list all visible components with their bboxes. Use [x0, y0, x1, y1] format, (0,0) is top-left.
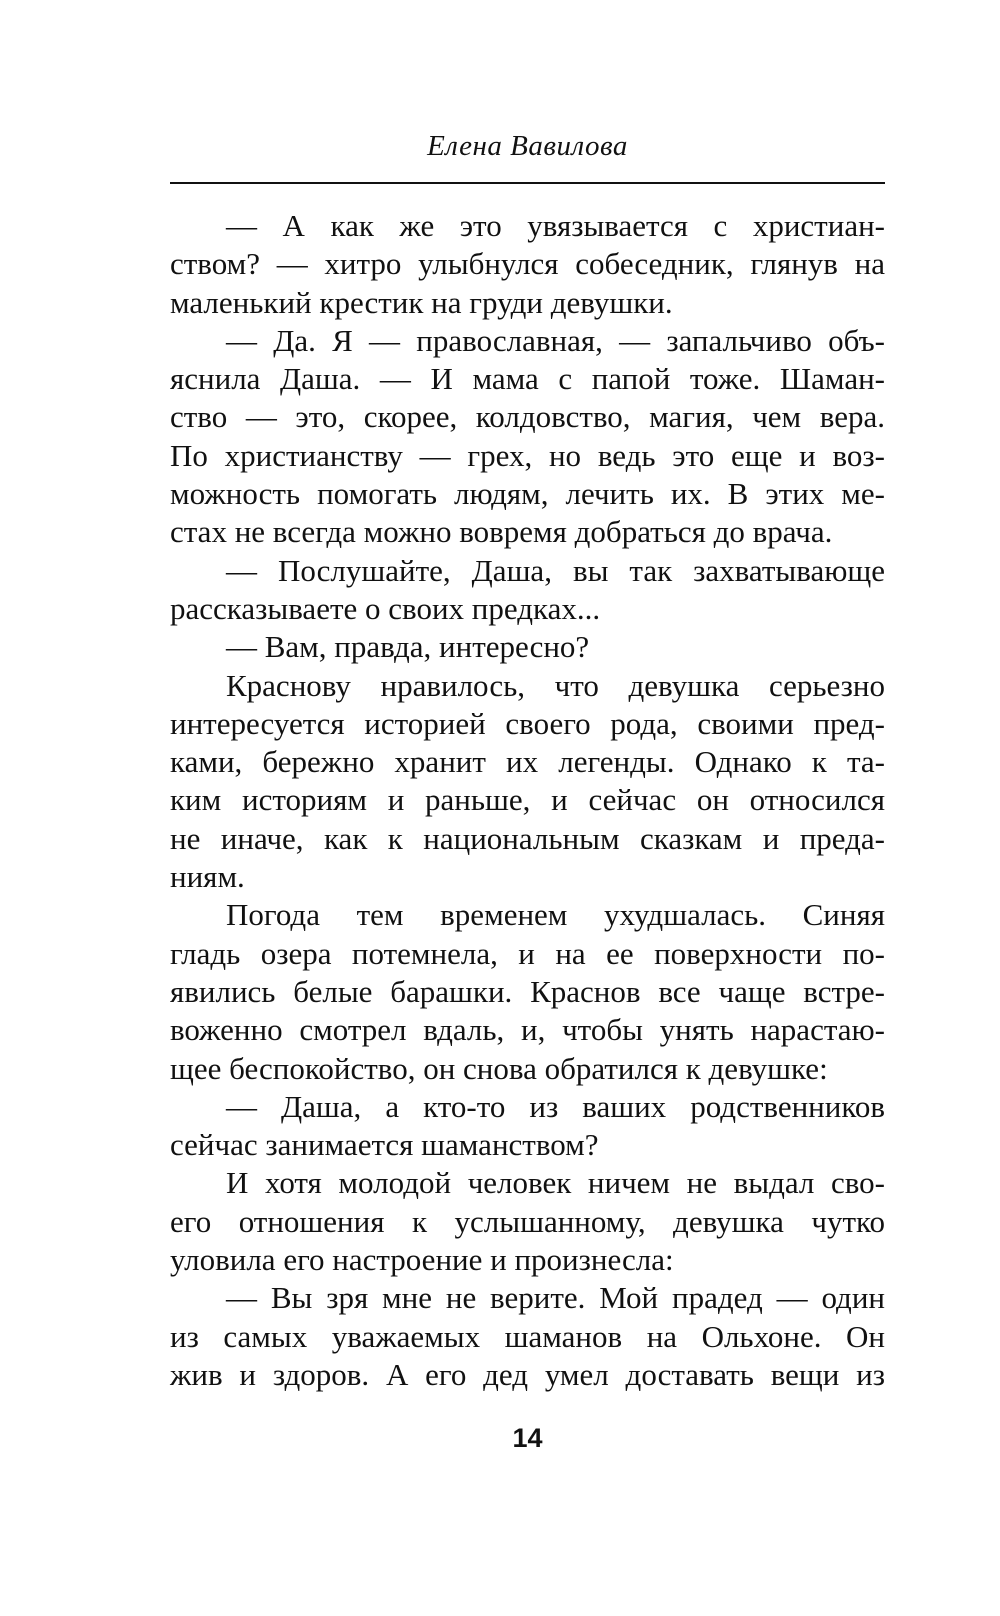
text-line: — А как же это увязывается с христиан-: [226, 208, 885, 243]
page-number: 14: [512, 1423, 543, 1453]
text-line: — Да. Я — православная, — запальчиво объ-: [226, 322, 885, 358]
text-line: ство — это, скорее, колдовство, магия, чем вера.: [170, 399, 885, 435]
text-line: ким историям и раньше, и сейчас он относился: [170, 782, 885, 818]
text-line: щее беспокойство, он снова обратился к девушке:: [170, 1050, 828, 1086]
text-line: ством? — хитро улыбнулся собеседник, глянув на: [170, 246, 885, 282]
text-line: яснила Даша. — И мама с папой тоже. Шаман-: [170, 361, 885, 397]
running-head-author: Елена Вавилова: [427, 130, 628, 162]
text-line: не иначе, как к национальным сказкам и преда-: [170, 820, 885, 856]
text-line: маленький крестик на груди девушки.: [170, 284, 673, 320]
text-line: — Вы зря мне не верите. Мой прадед — один: [226, 1280, 885, 1316]
text-line: По христианству — грех, но ведь это еще и воз-: [170, 437, 885, 473]
text-line: сейчас занимается шаманством?: [170, 1127, 599, 1163]
text-line: ками, бережно хранит их легенды. Однако к та-: [170, 744, 885, 780]
body-text: [170, 207, 885, 1394]
text-line: воженно смотрел вдаль, и, чтобы унять нарастаю-: [170, 1012, 885, 1048]
text-line: рассказываете о своих предках...: [170, 590, 601, 626]
text-line: его отношения к услышанному, девушка чутко: [170, 1203, 885, 1239]
text-line: из самых уважаемых шаманов на Ольхоне. Он: [170, 1318, 885, 1354]
text-line: уловила его настроение и произнесла:: [170, 1242, 674, 1278]
text-line: — Даша, а кто-то из ваших родственников: [226, 1088, 885, 1124]
text-line: можность помогать людям, лечить их. В этих ме-: [170, 476, 885, 512]
text-line: — Послушайте, Даша, вы так захватывающе: [226, 552, 885, 588]
text-line: явились белые барашки. Краснов все чаще встре-: [170, 973, 885, 1009]
text-line: Краснову нравилось, что девушка серьезно: [226, 667, 885, 703]
text-line: — Вам, правда, интересно?: [226, 629, 590, 665]
text-line: И хотя молодой человек ничем не выдал сво-: [226, 1165, 885, 1201]
text-line: гладь озера потемнела, и на ее поверхности по-: [170, 935, 885, 971]
text-line: жив и здоров. А его дед умел доставать вещи из: [170, 1356, 885, 1392]
text-line: стах не всегда можно вовремя добраться до врача.: [170, 514, 833, 550]
text-line: ниям.: [170, 859, 245, 895]
text-line: интересуется историей своего рода, своими пред-: [170, 705, 885, 741]
header-rule: [170, 182, 885, 184]
text-line: Погода тем временем ухудшалась. Синяя: [226, 897, 885, 933]
